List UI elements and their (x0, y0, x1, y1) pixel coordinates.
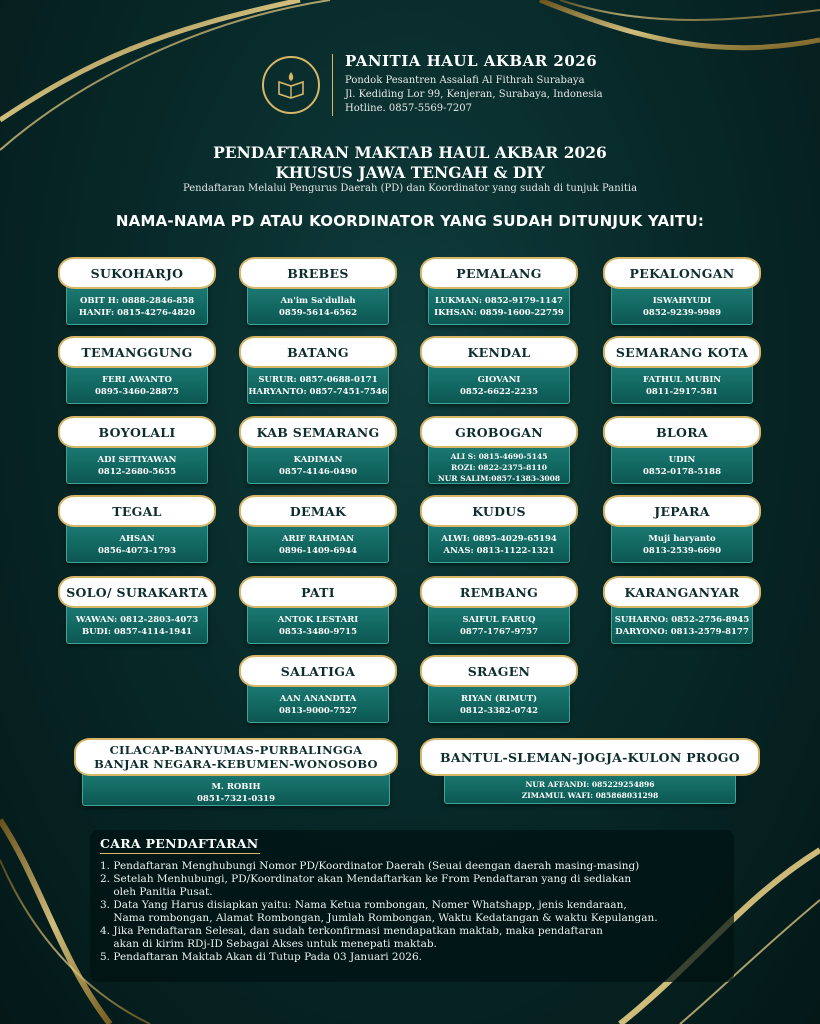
contact-line: 0812-3382-0742 (459, 706, 539, 716)
contact-line: ADI SETIYAWAN (97, 455, 177, 465)
region-name: PATI (239, 576, 397, 608)
contact-line: 0811-2917-581 (645, 387, 719, 397)
contact-line: Muji haryanto (648, 534, 716, 544)
contact-line: ROZI: 0822-2375-8110 (451, 463, 547, 472)
contact-line: 0896-1409-6944 (278, 546, 358, 556)
contact-line: HARYANTO: 0857-7451-7546 (248, 387, 388, 397)
contact-line: 0859-5614-6562 (278, 308, 358, 318)
contact-line: UDIN (668, 455, 696, 465)
contact-line: ZIMAMUL WAFI: 085868031298 (521, 791, 659, 800)
region-subtitle: KHUSUS JAWA TENGAH & DIY (275, 163, 545, 182)
contact-line: 0852-0178-5188 (642, 467, 722, 477)
region-name: KUDUS (420, 495, 578, 527)
contact-line: FERI AWANTO (102, 375, 172, 385)
step-item: 4. Jika Pendaftaran Selesai, dan sudah terkonfirmasi mendapatkan maktab, maka pendaftaran (100, 925, 603, 937)
contact-line: M. ROBIH (211, 782, 261, 792)
region-name-line: CILACAP-BANYUMAS-PURBALINGGA (109, 743, 363, 757)
book-lamp-logo-icon (262, 56, 320, 114)
region-card-kendal (420, 336, 578, 404)
contact-line: 0851-7321-0319 (196, 794, 276, 804)
contact-line: 0813-9000-7527 (278, 706, 358, 716)
contact-line: ANTOK LESTARI (277, 615, 359, 625)
contact-line: IKHSAN: 0859-1600-22759 (434, 308, 564, 318)
contact-line: SAIFUL FARUQ (462, 615, 536, 625)
contact-line: 0857-4146-0490 (278, 467, 358, 477)
contact-line: 0856-4073-1793 (97, 546, 177, 556)
step-item: 3. Data Yang Harus disiapkan yaitu: Nama Ketua rombongan, Nomer Whatshapp, jenis kendaraan, (100, 899, 627, 911)
region-card-kudus (420, 495, 578, 563)
region-card-semarang-kota (603, 336, 761, 404)
contact-line: 0895-3460-28875 (95, 387, 179, 397)
contact-line: ISWAHYUDI (652, 296, 712, 306)
region-card-tegal (58, 495, 216, 563)
header-divider (332, 54, 333, 116)
contact-line: 0812-2680-5655 (97, 467, 177, 477)
region-name: SALATIGA (239, 655, 397, 687)
region-card-kab-semarang (239, 416, 397, 484)
contact-line: ARIF RAHMAN (281, 534, 355, 544)
region-name: REMBANG (420, 576, 578, 608)
contact-line: ANAS: 0813-1122-1321 (443, 546, 555, 556)
registration-note: Pendaftaran Melalui Pengurus Daerah (PD) dan Koordinator yang sudah di tunjuk Panitia (182, 183, 638, 194)
main-title: PENDAFTARAN MAKTAB HAUL AKBAR 2026 (213, 143, 607, 162)
step-item: 5. Pendaftaran Maktab Akan di Tutup Pada 03 Januari 2026. (100, 951, 422, 963)
region-card-salatiga (239, 655, 397, 723)
region-name: SRAGEN (420, 655, 578, 687)
region-name: BATANG (239, 336, 397, 368)
region-card-bantul-sleman-jogja (420, 738, 760, 804)
contact-line: 0853-3480-9715 (278, 627, 358, 637)
contact-line: KADIMAN (293, 455, 343, 465)
region-card-pati (239, 576, 397, 644)
region-card-blora (603, 416, 761, 484)
contact-line: SUHARNO: 0852-2756-8945 (614, 615, 750, 625)
contact-line: BUDI: 0857-4114-1941 (81, 627, 193, 637)
region-name: BOYOLALI (58, 416, 216, 448)
contact-line: OBIT H: 0888-2846-858 (79, 296, 195, 306)
org-title: PANITIA HAUL AKBAR 2026 (345, 52, 598, 70)
region-name: PEMALANG (420, 257, 578, 289)
contact-line: 0813-2539-6690 (642, 546, 722, 556)
region-card-boyolali (58, 416, 216, 484)
organizer-header (262, 52, 603, 116)
contact-line: LUKMAN: 0852-9179-1147 (435, 296, 563, 306)
region-name: BLORA (603, 416, 761, 448)
region-card-sragen (420, 655, 578, 723)
contact-line: FATHUL MUBIN (642, 375, 722, 385)
contact-line: HANIF: 0815-4276-4820 (78, 308, 196, 318)
org-hotline: Hotline. 0857-5569-7207 (345, 103, 472, 114)
region-name: SUKOHARJO (58, 257, 216, 289)
org-name: Pondok Pesantren Assalafi Al Fithrah Surabaya (345, 75, 585, 86)
region-card-pekalongan (603, 257, 761, 325)
contact-line: An'im Sa'dullah (280, 296, 356, 306)
contact-line: NUR AFFANDI: 085229254896 (525, 780, 655, 789)
registration-steps-panel (90, 830, 734, 982)
steps-title: CARA PENDAFTARAN (100, 836, 259, 851)
region-card-rembang (420, 576, 578, 644)
step-item: 1. Pendaftaran Menghubungi Nomor PD/Koordinator Daerah (Seuai deengan daerah masing-masing) (100, 860, 640, 872)
contact-line: AHSAN (119, 534, 155, 544)
org-address: Jl. Kediding Lor 99, Kenjeran, Surabaya, Indonesia (345, 89, 603, 100)
region-name: BREBES (239, 257, 397, 289)
region-name: GROBOGAN (420, 416, 578, 448)
region-card-sukoharjo (58, 257, 216, 325)
region-card-karanganyar (603, 576, 761, 644)
contact-line: GIOVANI (477, 375, 521, 385)
region-card-jepara (603, 495, 761, 563)
step-item: 2. Setelah Menhubungi, PD/Koordinator akan Mendaftarkan ke From Pendaftaran yang di sediakan (100, 873, 632, 885)
region-name: SOLO/ SURAKARTA (58, 576, 216, 608)
contact-line: SURUR: 0857-0688-0171 (258, 375, 378, 385)
region-name: KARANGANYAR (603, 576, 761, 608)
region-name: TEMANGGUNG (58, 336, 216, 368)
region-name: DEMAK (239, 495, 397, 527)
contact-line: ALWI: 0895-4029-65194 (441, 534, 557, 544)
region-name: BANTUL-SLEMAN-JOGJA-KULON PROGO (420, 738, 760, 776)
region-name: KENDAL (420, 336, 578, 368)
step-item: Nama rombongan, Alamat Rombongan, Jumlah Rombongan, Waktu Kedatangan & waktu Kepulangan. (100, 912, 658, 924)
region-name: KAB SEMARANG (239, 416, 397, 448)
region-card-pemalang (420, 257, 578, 325)
region-name: TEGAL (58, 495, 216, 527)
region-name: PEKALONGAN (603, 257, 761, 289)
contact-line: DARYONO: 0813-2579-8177 (615, 627, 749, 637)
contact-line: ALI S: 0815-4690-5145 (450, 452, 548, 461)
contact-line: 0877-1767-9757 (459, 627, 539, 637)
step-item: oleh Panitia Pusat. (100, 886, 213, 898)
contact-line: NUR SALIM:0857-1383-3008 (437, 474, 561, 483)
region-card-cilacap-banyumas (74, 738, 398, 806)
step-item: akan di kirim RDj-ID Sebagai Akses untuk menepati maktab. (100, 938, 437, 950)
contact-line: AAN ANANDITA (279, 694, 357, 704)
contact-line: RIYAN (RIMUT) (460, 694, 538, 704)
steps-title-underline (100, 853, 260, 854)
region-name: SEMARANG KOTA (603, 336, 761, 368)
region-card-solo-surakarta (58, 576, 216, 644)
region-card-demak (239, 495, 397, 563)
region-name-line: BANJAR NEGARA-KEBUMEN-WONOSOBO (94, 757, 378, 771)
region-card-brebes (239, 257, 397, 325)
contact-line: 0852-9239-9989 (642, 308, 722, 318)
contact-line: 0852-6622-2235 (459, 387, 539, 397)
region-card-grobogan (420, 416, 578, 484)
region-card-temanggung (58, 336, 216, 404)
list-heading: NAMA-NAMA PD ATAU KOORDINATOR YANG SUDAH DITUNJUK YAITU: (115, 212, 705, 230)
region-name: JEPARA (603, 495, 761, 527)
contact-line: WAWAN: 0812-2803-4073 (75, 615, 199, 625)
region-name (74, 738, 398, 776)
region-card-batang (239, 336, 397, 404)
